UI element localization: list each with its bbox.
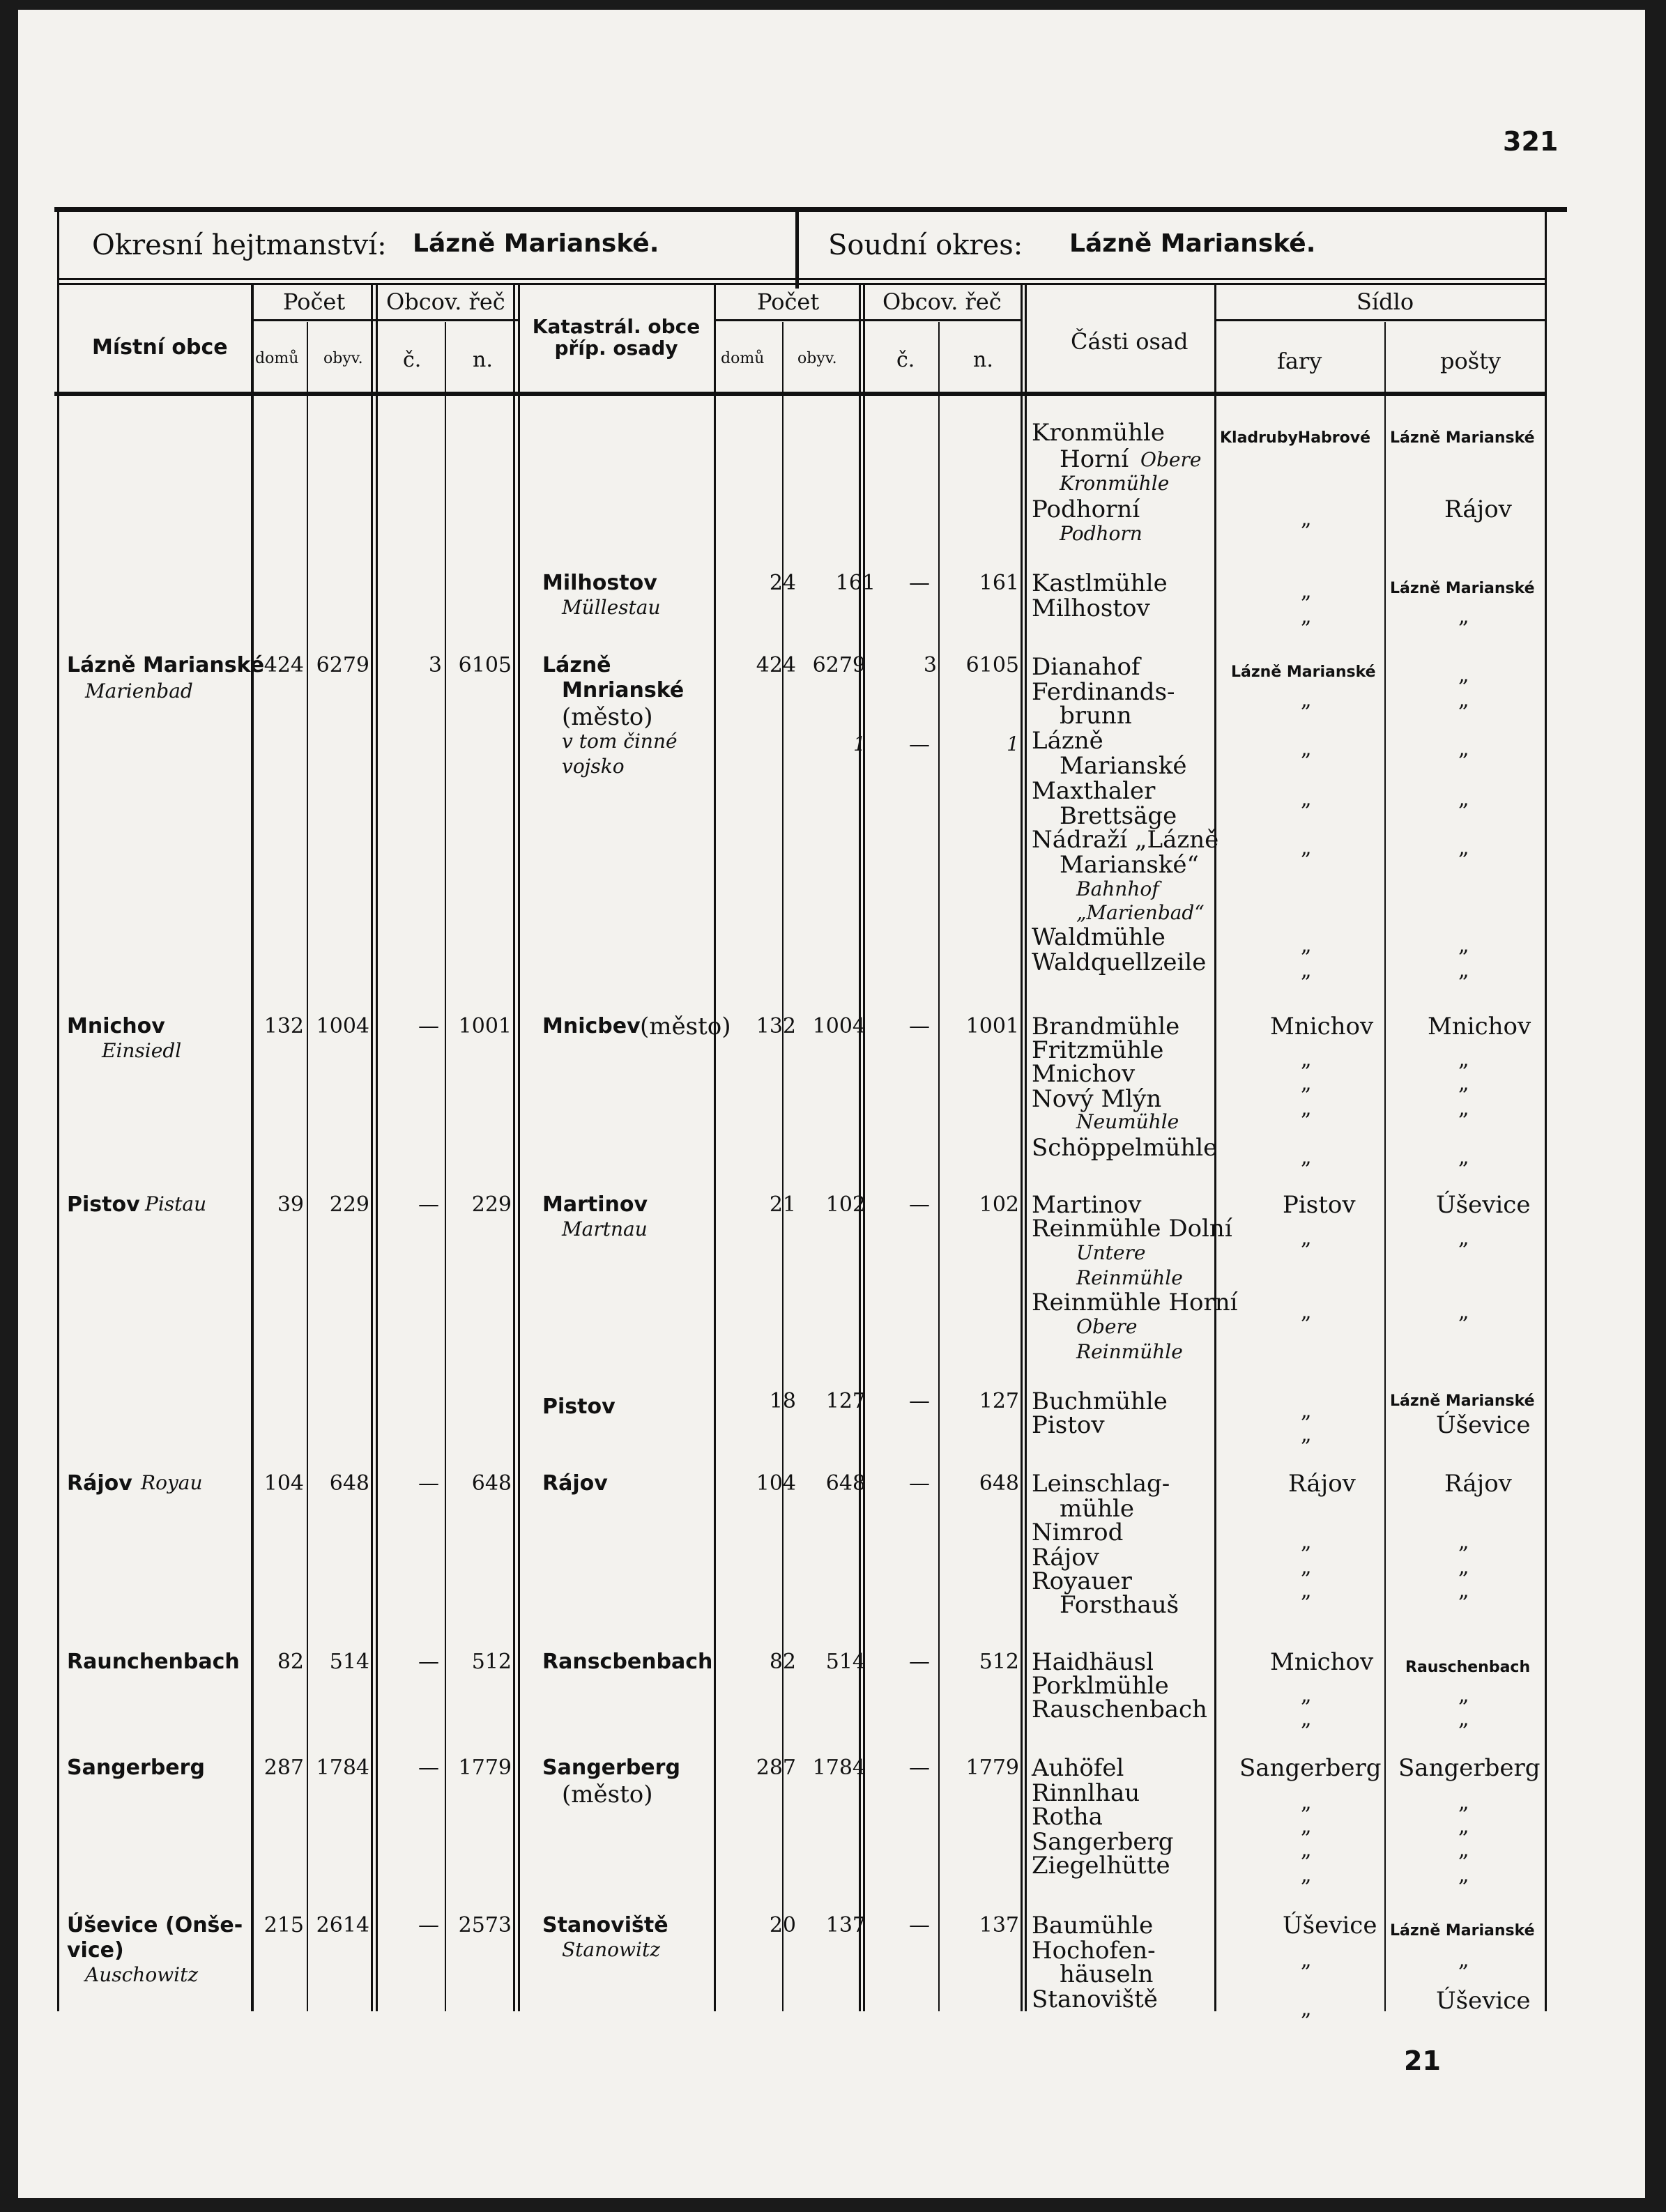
fara-q-22: „ [1301, 1707, 1312, 1731]
fara-rajov: Rájov [1288, 1470, 1356, 1498]
rau-c: — [418, 1650, 439, 1674]
kat-mnichov: Mnicbev [542, 1014, 641, 1038]
fara-q-8: „ [1301, 933, 1312, 958]
cast-untere: Untere [1076, 1241, 1146, 1264]
fara-q-28: „ [1301, 1997, 1312, 2021]
posta-usevice: Úševice [1436, 1191, 1531, 1219]
vline-right [1545, 283, 1547, 2011]
cast-rinn: Rinnlhau [1032, 1779, 1140, 1807]
kat-lazne-3: (město) [562, 703, 653, 731]
obec-lazne: Lázně Marianské [67, 653, 265, 677]
cast-ziegel: Ziegelhütte [1032, 1852, 1170, 1880]
posta-q-5: „ [1458, 737, 1469, 761]
cast-haid: Haidhäusl [1032, 1648, 1154, 1676]
lm-kobyv: 6279 [812, 653, 866, 677]
vline-4 [445, 322, 446, 2011]
obec-sanger: Sangerberg [67, 1756, 205, 1780]
us-obyv: 2614 [316, 1913, 369, 1937]
kat-ransc: Ranscbenbach [542, 1650, 713, 1674]
posta-lazne-2: Lázně Marianské [1390, 580, 1535, 597]
kat-milhostov-domu: 24 [769, 571, 796, 595]
kat-milhostov-n: 161 [979, 571, 1019, 595]
fara-q-13: „ [1301, 1145, 1312, 1169]
vline-10b [1025, 283, 1027, 2011]
pi-obyv: 229 [329, 1192, 369, 1217]
lm-domu: 424 [263, 653, 304, 677]
us-c: — [418, 1913, 439, 1937]
fara-q-23: „ [1301, 1790, 1312, 1815]
vline-left [57, 283, 59, 2011]
cast-kronmuhle: Kronmühle [1032, 419, 1166, 447]
ma-kobyv: 102 [825, 1192, 866, 1217]
col-pocet-2: Počet [757, 289, 820, 315]
header-rule-2 [57, 283, 1547, 285]
vline-8b [863, 283, 865, 2011]
fara-q-6: „ [1301, 787, 1312, 811]
page-number: 321 [1503, 126, 1559, 157]
sa-domu: 287 [263, 1756, 304, 1780]
hdr-line-pocet2 [715, 319, 1022, 321]
fara-q-10: „ [1301, 1047, 1312, 1072]
cast-martinov: Martinov [1032, 1191, 1142, 1219]
ra-kdomu: 104 [756, 1471, 796, 1496]
ra-c: — [418, 1471, 439, 1496]
lm-vojsko-c: — [909, 732, 930, 757]
col-c: č. [403, 348, 422, 372]
lm-n: 6105 [458, 653, 512, 677]
fara-q-25: „ [1301, 1838, 1312, 1862]
posta-q-26: „ [1458, 1863, 1469, 1887]
mn-domu: 132 [263, 1014, 304, 1038]
soudni-value: Lázně Marianské. [1069, 229, 1316, 258]
cast-leins-1: Leinschlag- [1032, 1470, 1170, 1498]
obec-mnichov: Mnichov [67, 1014, 165, 1038]
ra-obyv: 648 [329, 1471, 369, 1496]
fara-q-19: „ [1301, 1555, 1312, 1579]
col-domu-2: domů [721, 350, 765, 367]
us-domu: 215 [263, 1913, 304, 1937]
kat-martinov: Martinov [542, 1192, 648, 1217]
rau-kdomu: 82 [769, 1650, 796, 1674]
cast-waldq: Waldquellzeile [1032, 948, 1207, 976]
fara-q-5: „ [1301, 737, 1312, 761]
kat-lazne-2: Mnrianské [562, 678, 685, 702]
cast-bahn-2: „Marienbad“ [1076, 901, 1205, 924]
rau-kc: — [909, 1650, 930, 1674]
cast-baum: Baumühle [1032, 1912, 1154, 1940]
fara-q-24: „ [1301, 1814, 1312, 1838]
kat-milhostov: Milhostov [542, 571, 657, 595]
posta-q-21: „ [1458, 1683, 1469, 1707]
obec-usevice-2: vice) [67, 1938, 124, 1963]
pk-kobyv: 127 [825, 1389, 866, 1413]
posta-q-3: „ [1458, 663, 1469, 687]
vline-5 [513, 283, 515, 2011]
cast-schoppel: Schöppelmühle [1032, 1134, 1218, 1162]
kat-milhostov-c: — [909, 571, 930, 595]
cast-rausch: Rauschenbach [1032, 1696, 1207, 1723]
cast-roy-1: Royauer [1032, 1567, 1132, 1595]
rau-domu: 82 [277, 1650, 304, 1674]
vline-3b [376, 283, 378, 2011]
ma-kn: 102 [979, 1192, 1019, 1217]
cast-hoch-2: häuseln [1060, 1960, 1154, 1988]
obec-marienbad: Marienbad [85, 679, 193, 702]
ma-kc: — [909, 1192, 930, 1217]
pk-kc: — [909, 1389, 930, 1413]
fara-sanger: Sangerberg [1239, 1754, 1382, 1782]
posta-q-19: „ [1458, 1555, 1469, 1579]
col-obcov-rec: Obcov. řeč [386, 289, 505, 315]
fara-q-26: „ [1301, 1863, 1312, 1887]
sa-kc: — [909, 1756, 930, 1780]
okresni-value: Lázně Marianské. [413, 229, 659, 258]
pi-domu: 39 [277, 1192, 304, 1217]
fara-q-18: „ [1301, 1530, 1312, 1554]
col-fary: fary [1277, 348, 1322, 374]
header-border-right [1545, 212, 1547, 289]
col-obyv-2: obyv. [797, 350, 837, 367]
mn-kn: 1001 [965, 1014, 1019, 1038]
posta-sanger: Sangerberg [1398, 1754, 1541, 1782]
fara-mnichov: Mnichov [1270, 1013, 1374, 1040]
cast-nadr-2: Marianské“ [1060, 851, 1199, 879]
st-kc: — [909, 1913, 930, 1937]
cast-maxt-2: Brettsäge [1060, 802, 1177, 830]
cast-lazne-1: Lázně [1032, 727, 1103, 755]
cast-pork: Porklmühle [1032, 1672, 1169, 1700]
vline-12 [1384, 322, 1386, 2011]
cast-auh: Auhöfel [1032, 1754, 1124, 1782]
cast-maxt-1: Maxthaler [1032, 777, 1156, 805]
st-kn: 137 [979, 1913, 1019, 1937]
cast-stano: Stanoviště [1032, 1986, 1158, 2013]
kat-milhostov-obyv: 161 [835, 571, 876, 595]
cast-ferd-1: Ferdinands- [1032, 678, 1175, 706]
obec-pistau: Pistau [145, 1192, 207, 1215]
obec-royau: Royau [141, 1471, 203, 1494]
sa-n: 1779 [458, 1756, 512, 1780]
header-divider [795, 212, 799, 289]
fara-q-4: „ [1301, 688, 1312, 712]
col-domu: domů [255, 350, 299, 367]
header-border-left [57, 212, 59, 289]
mn-kdomu: 132 [756, 1014, 796, 1038]
cast-podhorn: Podhorn [1060, 522, 1142, 545]
posta-q-18: „ [1458, 1530, 1469, 1554]
obec-usevice-1: Úševice (Onše- [67, 1913, 243, 1937]
hdr-line-pocet [252, 319, 519, 321]
kat-stano: Stanoviště [542, 1913, 668, 1937]
mn-obyv: 1004 [316, 1014, 369, 1038]
fara-kladruby: KladrubyHabrové [1220, 429, 1371, 447]
fara-q-3: „ [1301, 604, 1312, 629]
fara-q-15: „ [1301, 1300, 1312, 1324]
lm-kc: 3 [923, 653, 937, 677]
posta-q-9: „ [1458, 958, 1469, 983]
pi-c: — [418, 1192, 439, 1217]
cast-milhostov: Milhostov [1032, 594, 1150, 622]
sa-kdomu: 287 [756, 1756, 796, 1780]
cast-dianahof: Dianahof [1032, 653, 1140, 681]
mn-kc: — [909, 1014, 930, 1038]
col-posty: pošty [1440, 348, 1501, 374]
col-obcov-rec-2: Obcov. řeč [882, 289, 1002, 315]
col-obyv: obyv. [323, 350, 363, 367]
rau-kn: 512 [979, 1650, 1019, 1674]
posta-q-11: „ [1458, 1071, 1469, 1096]
obec-pistov: Pistov [67, 1192, 140, 1217]
lm-vojsko-n: 1 [1007, 732, 1019, 755]
vline-8 [859, 283, 861, 2011]
fara-q-20: „ [1301, 1579, 1312, 1603]
col-n-2: n. [973, 348, 993, 372]
st-kdomu: 20 [769, 1913, 796, 1937]
cast-fritz: Fritzmühle [1032, 1036, 1164, 1064]
fara-quote-1: „ [1301, 507, 1312, 531]
posta-q-7: „ [1458, 836, 1469, 860]
fara-q-7: „ [1301, 836, 1312, 860]
posta-q-15: „ [1458, 1300, 1469, 1324]
cast-pistov: Pistov [1032, 1411, 1105, 1439]
vline-6 [714, 283, 716, 2011]
fara-q-11: „ [1301, 1071, 1312, 1096]
kat-lazne-1: Lázně [542, 653, 611, 677]
lm-c: 3 [428, 653, 442, 677]
posta-q-8: „ [1458, 933, 1469, 958]
rau-kobyv: 514 [825, 1650, 866, 1674]
rau-n: 512 [471, 1650, 512, 1674]
posta-rausch: Rauschenbach [1405, 1659, 1531, 1676]
cast-sanger: Sangerberg [1032, 1828, 1174, 1856]
posta-q-20: „ [1458, 1579, 1469, 1603]
cast-bahn-1: Bahnhof [1076, 877, 1159, 900]
posta-q-23: „ [1458, 1790, 1469, 1815]
mn-n: 1001 [458, 1014, 512, 1038]
posta-q-24: „ [1458, 1814, 1469, 1838]
lm-kdomu: 424 [756, 653, 796, 677]
posta-q-6: „ [1458, 787, 1469, 811]
cast-kronmuhle-de: Kronmühle [1060, 472, 1170, 495]
kat-stanowitz: Stanowitz [562, 1938, 660, 1961]
fara-lazne: Lázně Marianské [1231, 663, 1376, 681]
cast-buch: Buchmühle [1032, 1388, 1168, 1415]
col-katastr: Katastrál. obce příp. osady [532, 315, 701, 360]
vline-3 [371, 283, 373, 2011]
header-bottom-rule [54, 392, 1547, 396]
kat-mullestau: Müllestau [562, 596, 661, 619]
ma-kdomu: 21 [769, 1192, 796, 1217]
cast-roy-2: Forsthauš [1060, 1591, 1179, 1619]
cast-hoch-1: Hochofen- [1032, 1937, 1156, 1965]
posta-q-22: „ [1458, 1707, 1469, 1731]
sa-kobyv: 1784 [812, 1756, 866, 1780]
document-page [18, 10, 1645, 2198]
ra-domu: 104 [263, 1471, 304, 1496]
kat-mnichov-mesto: (město) [640, 1013, 731, 1040]
fara-usevice: Úševice [1283, 1912, 1377, 1940]
posta-q-25: „ [1458, 1838, 1469, 1862]
vline-5b [518, 283, 520, 2011]
us-n: 2573 [458, 1913, 512, 1937]
cast-ferd-2: brunn [1060, 702, 1132, 730]
cast-mnichov: Mnichov [1032, 1060, 1136, 1088]
ra-kn: 648 [979, 1471, 1019, 1496]
fara-q-21: „ [1301, 1683, 1312, 1707]
posta-lazne-3: Lázně Marianské [1390, 1392, 1535, 1410]
posta-q-13: „ [1458, 1145, 1469, 1169]
ra-n: 648 [471, 1471, 512, 1496]
obec-einsiedl: Einsiedl [102, 1039, 182, 1062]
vline-1 [251, 283, 254, 2011]
cast-rein-d: Reinmühle Dolní [1032, 1215, 1232, 1243]
obec-rajov: Rájov [67, 1471, 132, 1496]
kat-martnau: Martnau [562, 1218, 648, 1241]
ra-kc: — [909, 1471, 930, 1496]
cast-podhorni: Podhorní [1032, 496, 1140, 523]
cast-kastlmuhle: Kastlmühle [1032, 569, 1168, 597]
posta-q-2: „ [1458, 604, 1469, 629]
cast-nadr-1: Nádraží „Lázně [1032, 826, 1219, 854]
cast-reinmuhle-1: Reinmühle [1076, 1266, 1183, 1289]
cast-rein-h: Reinmühle Horní [1032, 1289, 1238, 1316]
posta-mnichov: Mnichov [1428, 1013, 1531, 1040]
vline-9 [938, 322, 940, 2011]
cast-horni: Horní [1060, 445, 1129, 473]
posta-lazne-1: Lázně Marianské [1390, 429, 1535, 447]
col-c-2: č. [896, 348, 915, 372]
col-casti-osad: Části osad [1071, 328, 1189, 355]
col-sidlo: Sídlo [1357, 289, 1414, 315]
col-mistni-obce: Místní obce [92, 335, 228, 360]
posta-q-10: „ [1458, 1047, 1469, 1072]
kat-vojsko: vojsko [562, 755, 625, 778]
obec-auschowitz: Auschowitz [85, 1963, 199, 1986]
kat-sanger-mesto: (město) [562, 1781, 653, 1808]
cast-obere: Obere [1140, 448, 1202, 471]
mn-c: — [418, 1014, 439, 1038]
vline-10 [1021, 283, 1023, 2011]
pk-kn: 127 [979, 1389, 1019, 1413]
fara-q-12: „ [1301, 1096, 1312, 1121]
pi-n: 229 [471, 1192, 512, 1217]
mn-kobyv: 1004 [812, 1014, 866, 1038]
posta-rajov-1: Rájov [1444, 496, 1512, 523]
cast-rajov: Rájov [1032, 1544, 1099, 1572]
footer-number: 21 [1404, 2045, 1441, 2076]
posta-q-27: „ [1458, 1948, 1469, 1972]
cast-novy: Nový Mlýn [1032, 1085, 1162, 1113]
st-kobyv: 137 [825, 1913, 866, 1937]
vline-2 [307, 322, 308, 2011]
posta-q-12: „ [1458, 1096, 1469, 1121]
sa-obyv: 1784 [316, 1756, 369, 1780]
ra-kobyv: 648 [825, 1471, 866, 1496]
fara-q-27: „ [1301, 1948, 1312, 1972]
posta-lazne-4: Lázně Marianské [1390, 1922, 1535, 1940]
lm-kn: 6105 [965, 653, 1019, 677]
top-rule [54, 207, 1567, 212]
cast-leins-2: mühle [1060, 1495, 1135, 1523]
posta-usevice-2: Úševice [1436, 1411, 1531, 1439]
posta-rajov-2: Rájov [1444, 1470, 1512, 1498]
cast-brand: Brandmühle [1032, 1013, 1180, 1040]
posta-q-14: „ [1458, 1226, 1469, 1250]
fara-pistov: Pistov [1283, 1191, 1356, 1219]
cast-nimrod: Nimrod [1032, 1519, 1124, 1546]
posta-usevice-3: Úševice [1436, 1987, 1531, 2015]
lm-obyv: 6279 [316, 653, 369, 677]
kat-sanger: Sangerberg [542, 1756, 680, 1780]
kat-vtom: v tom činné [562, 730, 678, 753]
cast-waldmuhle: Waldmühle [1032, 923, 1166, 951]
obec-raun: Raunchenbach [67, 1650, 240, 1674]
fara-q-2: „ [1301, 579, 1312, 604]
fara-q-14: „ [1301, 1226, 1312, 1250]
header-rule-1 [57, 278, 1547, 280]
fara-q-16: „ [1301, 1399, 1312, 1423]
posta-q-4: „ [1458, 688, 1469, 712]
fara-q-17: „ [1301, 1422, 1312, 1447]
kat-rajov: Rájov [542, 1471, 608, 1496]
soudni-label: Soudní okres: [828, 229, 1023, 261]
hdr-line-sidlo [1216, 319, 1545, 321]
cast-obere-2: Obere [1076, 1315, 1138, 1338]
okresni-label: Okresní hejtmanství: [92, 229, 387, 261]
fara-q-9: „ [1301, 958, 1312, 983]
cast-lazne-2: Marianské [1060, 752, 1187, 780]
kat-pistov: Pistov [542, 1395, 616, 1419]
cast-neumuhle: Neumühle [1076, 1110, 1179, 1133]
fara-mnichov-2: Mnichov [1270, 1648, 1374, 1676]
col-pocet: Počet [283, 289, 346, 315]
lm-vojsko-obyv: 1 [853, 732, 866, 755]
cast-rotha: Rotha [1032, 1803, 1103, 1831]
col-n: n. [473, 348, 493, 372]
sa-c: — [418, 1756, 439, 1780]
sa-kn: 1779 [965, 1756, 1019, 1780]
pk-kdomu: 18 [769, 1389, 796, 1413]
cast-reinmuhle-2: Reinmühle [1076, 1340, 1183, 1363]
rau-obyv: 514 [329, 1650, 369, 1674]
